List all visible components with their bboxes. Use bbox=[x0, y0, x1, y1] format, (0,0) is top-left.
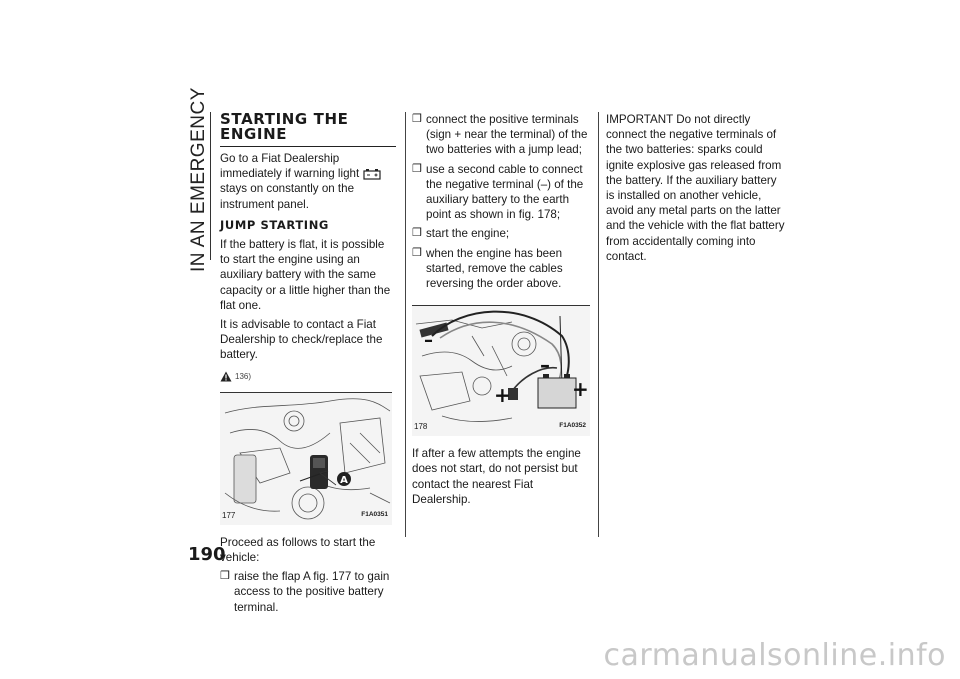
minus-sign-battery: – bbox=[540, 353, 550, 378]
list-item bbox=[412, 226, 592, 241]
figure-code: F1A0352 bbox=[559, 422, 586, 430]
battery-warning-icon bbox=[363, 168, 381, 180]
section-title: STARTING THE ENGINE bbox=[220, 112, 396, 147]
column-divider-1 bbox=[405, 112, 406, 537]
intro-after: stays on constantly on the instrument panel. bbox=[220, 182, 355, 211]
list-item bbox=[412, 246, 592, 292]
intro-paragraph bbox=[220, 151, 396, 212]
callout-a-label: A bbox=[340, 474, 348, 486]
minus-sign-left: – bbox=[424, 330, 433, 352]
checkbox-bullet-icon: ❒ bbox=[412, 246, 422, 259]
jump-start-illustration bbox=[412, 306, 590, 436]
warning-triangle-icon bbox=[220, 371, 232, 382]
auxiliary-battery bbox=[538, 374, 576, 408]
proceed-text: Proceed as follows to start the vehicle: bbox=[220, 535, 376, 565]
engine-bay-illustration bbox=[220, 393, 392, 525]
plus-sign-engine: + bbox=[494, 383, 511, 408]
list-item bbox=[412, 162, 592, 223]
list-item bbox=[412, 112, 592, 158]
list-item bbox=[220, 569, 396, 615]
side-divider bbox=[210, 112, 211, 260]
checkbox-bullet-icon: ❒ bbox=[412, 113, 422, 125]
watermark: carmanualsonline.info bbox=[603, 638, 946, 673]
plus-sign-battery: + bbox=[572, 377, 589, 402]
paragraph-flat-battery: If the battery is flat, it is possible to start the engine using an auxiliary battery with the same capacity or a little higher than the flat one. bbox=[220, 238, 391, 312]
figure-number: 177 bbox=[222, 510, 236, 520]
list-item-text: use a second cable to connect the negative terminal (–) of the auxiliary battery to the earth point as shown in fig. 178; bbox=[426, 162, 584, 222]
figure-177 bbox=[220, 392, 392, 525]
warning-reference-number: 136) bbox=[235, 371, 252, 381]
column-2 bbox=[412, 112, 592, 507]
checkbox-bullet-icon: ❒ bbox=[412, 162, 422, 175]
no-start-advice: If after a few attempts the engine does not start, do not persist but contact the nearest Fiat Dealership. bbox=[412, 447, 581, 506]
paragraph-dealership: It is advisable to contact a Fiat Dealership to check/replace the battery. bbox=[220, 318, 383, 362]
important-note: IMPORTANT Do not directly connect the negative terminals of the two batteries: sparks could ignite explosive gas released from the battery. If the auxiliary battery is installed on another vehicle, avoid any metal parts on the latter and the vehicle with the flat battery from accidentally coming into contact. bbox=[606, 113, 785, 263]
figure-code: F1A0351 bbox=[361, 510, 388, 518]
subsection-title: JUMP STARTING bbox=[220, 217, 329, 232]
intro-before: Go to a Fiat Dealership immediately if warning light bbox=[220, 152, 360, 181]
column-divider-2 bbox=[598, 112, 599, 537]
warning-reference bbox=[220, 369, 396, 384]
list-item-text: when the engine has been started, remove the cables reversing the order above. bbox=[426, 246, 563, 291]
checkbox-bullet-icon: ❒ bbox=[220, 570, 230, 583]
section-side-label: IN AN EMERGENCY bbox=[188, 87, 209, 272]
list-item-text: connect the positive terminals (sign + near the terminal) of the two batteries with a jump lead; bbox=[426, 113, 588, 157]
figure-178 bbox=[412, 305, 590, 436]
list-item-text: raise the flap A fig. 177 to gain access to the positive battery terminal. bbox=[234, 570, 390, 614]
column-3 bbox=[606, 112, 786, 264]
page-number: 190 bbox=[188, 544, 226, 565]
column-1 bbox=[220, 112, 396, 615]
figure-number: 178 bbox=[414, 422, 428, 432]
list-item-text: start the engine; bbox=[426, 227, 510, 241]
checkbox-bullet-icon: ❒ bbox=[412, 227, 422, 240]
